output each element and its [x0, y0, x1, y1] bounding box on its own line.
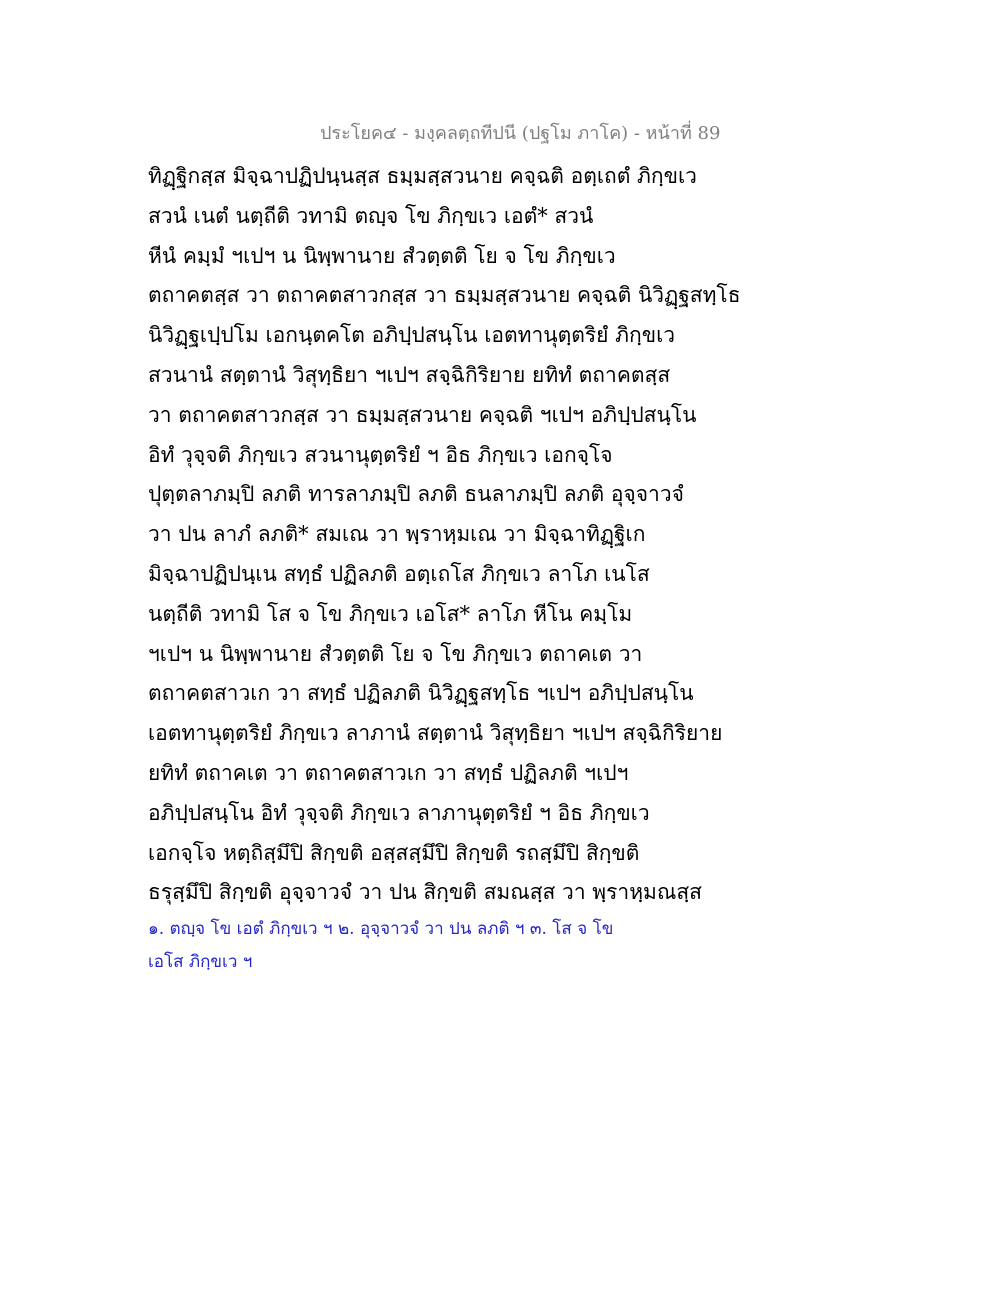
body-line: สวนํ เนตํ นตฺถีติ วทามิ ตญฺจ โข ภิกฺขเว เอตํ* สวนํ: [148, 203, 594, 228]
body-text: [148, 157, 868, 913]
body-line: ทิฏฺฐิกสฺส มิจฺฉาปฏิปนฺนสฺส ธมฺมสฺสวนาย คจฺฉติ อตฺเถตํ ภิกฺขเว: [148, 164, 697, 188]
footnote-line: เอโส ภิกฺขเว ฯ: [148, 952, 253, 972]
body-line: เอตทานุตฺตริยํ ภิกฺขเว ลาภานํ สตฺตานํ วิสุทฺธิยา ฯเปฯ สจฺฉิกิริยาย: [148, 721, 723, 746]
body-line: ตถาคตสาวเก วา สทฺธํ ปฏิลภติ นิวิฏฺฐสทฺโธ ฯเปฯ อภิปฺปสนฺโน: [148, 681, 694, 706]
body-line: อภิปฺปสนฺโน อิทํ วุจฺจติ ภิกฺขเว ลาภานุตฺตริยํ ฯ อิธ ภิกฺขเว: [148, 800, 650, 825]
running-header: ประโยค๔ - มงฺคลตฺถทีปนี (ปฐโม ภาโค) - หน้าที่ 89: [320, 123, 721, 144]
body-line: ฯเปฯ น นิพฺพานาย สํวตฺตติ โย จ โข ภิกฺขเว ตถาคเต วา: [148, 641, 643, 666]
body-line: ยทิทํ ตถาคเต วา ตถาคตสาวเก วา สทฺธํ ปฏิลภติ ฯเปฯ: [148, 760, 629, 785]
body-line: วา ปน ลาภํ ลภติ* สมเณ วา พฺราหฺมเณ วา มิจฺฉาทิฏฺฐิเก: [148, 522, 646, 547]
body-line: หีนํ คมฺมํ ฯเปฯ น นิพฺพานาย สํวตฺตติ โย จ โข ภิกฺขเว: [148, 243, 616, 268]
body-line: มิจฺฉาปฏิปนฺเน สทฺธํ ปฏิลภติ อตฺเถโส ภิกฺขเว ลาโภ เนโส: [148, 561, 650, 586]
body-line: เอกจฺโจ หตฺถิสฺมึปิ สิกฺขติ อสฺสสฺมึปิ สิกฺขติ รถสฺมึปิ สิกฺขติ: [148, 840, 640, 865]
body-line: อิทํ วุจฺจติ ภิกฺขเว สวนานุตฺตริยํ ฯ อิธ ภิกฺขเว เอกจฺโจ: [148, 442, 613, 467]
footnote-line: ๑. ตญฺจ โข เอตํ ภิกฺขเว ฯ ๒. อุจฺจาวจํ วา ปน ลภติ ฯ ๓. โส จ โข: [148, 919, 614, 939]
body-line: ตถาคตสฺส วา ตถาคตสาวกสฺส วา ธมฺมสฺสวนาย คจฺฉติ นิวิฏฺฐสทฺโธ: [148, 283, 741, 308]
body-line: ปุตฺตลาภมฺปิ ลภติ ทารลาภมฺปิ ลภติ ธนลาภมฺปิ ลภติ อุจฺจาวจํ: [148, 482, 684, 507]
body-line: สวนานํ สตฺตานํ วิสุทฺธิยา ฯเปฯ สจฺฉิกิริยาย ยทิทํ ตถาคตสฺส: [148, 362, 671, 387]
body-line: นตฺถีติ วทามิ โส จ โข ภิกฺขเว เอโส* ลาโภ หีโน คมฺโม: [148, 601, 633, 626]
body-line: วา ตถาคตสาวกสฺส วา ธมฺมสฺสวนาย คจฺฉติ ฯเปฯ อภิปฺปสนฺโน: [148, 402, 697, 427]
body-line: นิวิฏฺฐเปฺปโม เอกนฺตคโต อภิปฺปสนฺโน เอตทานุตฺตริยํ ภิกฺขเว: [148, 323, 676, 348]
body-line: ธรุสฺมึปิ สิกฺขติ อุจฺจาวจํ วา ปน สิกฺขติ สมณสฺส วา พฺราหฺมณสฺส: [148, 880, 702, 905]
footnotes: [148, 913, 868, 979]
